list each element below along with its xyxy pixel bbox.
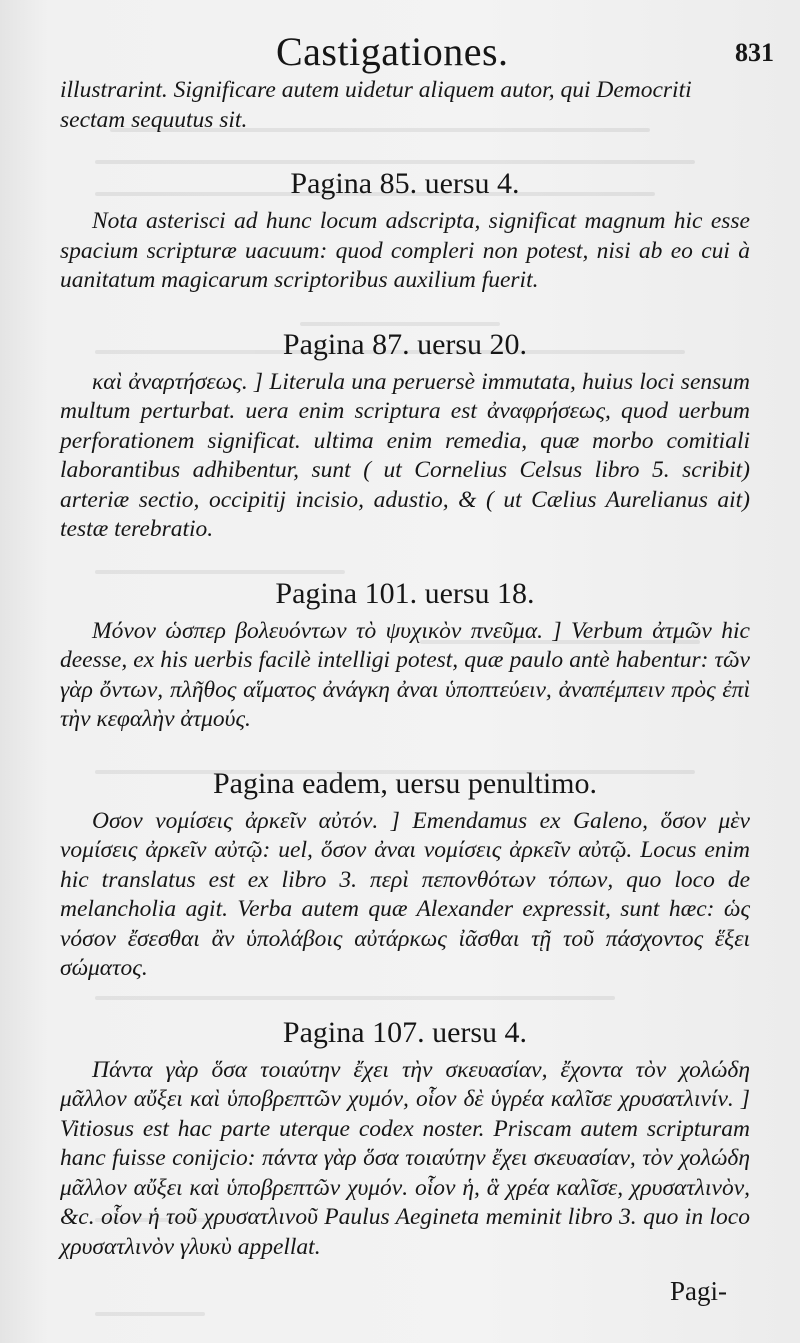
section-body: Μόνον ὡσπερ βολευόντων τὸ ψυχικὸν πνεῦμα. ] Verbum ἀτμῶν hic deesse, ex his uerbis facilè intelligi potest, quæ paulo antè habentur: τῶν γὰρ ὄντων, πλῆθος αἵματος ἀνάγκη ἀναι ὑποπτεύειν, ἀναπέμπειν πρὸς ἐπὶ τὴν κεφαλὴν ἀτμούς. <box>60 617 750 732</box>
running-head <box>0 28 800 78</box>
section-page-eadem <box>60 767 750 984</box>
catchword: Pagi- <box>670 1276 727 1306</box>
intro-paragraph: illustrarint. Significare autem uidetur aliquem autor, qui Democriti sectam sequutus sit. <box>60 77 692 133</box>
section-heading: Pagina 101. uersu 18. <box>275 576 535 610</box>
section-heading: Pagina 85. uersu 4. <box>290 167 520 200</box>
section-body: Πάντα γὰρ ὅσα τοιαύτην ἔχει τὴν σκευασίαν, ἔχοντα τὸν χολώδη μᾶλλον αὔξει καὶ ὑποβρεπτῶν χυμόν, οἷον δὲ ὑγρέα καλῖσε χρυσατλινίν. ] Vitiosus est hac parte uterque codex noster. Priscam autem scripturam hanc fuisse conijcio: πάντα γὰρ ὅσα τοιαύτην ἔχει σκευασίαν, τὸν χολώδη μᾶλλον αὔξει καὶ ὑποβρεπτῶν χυμόν. οἷον ἡ, ἃ χρέα καλῖσε, χρυσατλινὸν, &c. οἷον ἡ τοῦ χρυσατλινοῦ Paulus Aegineta meminit libro 3. quo in loco χρυσατλινὸν γλυκὺ appellat. <box>60 1056 750 1260</box>
section-page-87 <box>60 328 750 545</box>
section-heading: Pagina 107. uersu 4. <box>282 1015 528 1049</box>
section-page-107 <box>60 1016 750 1263</box>
section-body: καὶ ἀναρτήσεως. ] Literula una peruersè immutata, huius loci sensum multum perturbat. uera enim scriptura est ἀναφρήσεως, quod uerbum perforationem significat. ultima enim remedia, quæ morbo comitiali laborantibus adhibentur, sunt ( ut Cornelius Celsus libro 5. scribit) arteriæ sectio, occipitij incisio, adustio, & ( ut Cælius Aurelianus ait) testæ terebratio. <box>60 368 750 542</box>
page-number: 831 <box>735 38 774 67</box>
section-heading: Pagina 87. uersu 20. <box>282 327 528 361</box>
section-heading: Pagina eadem, uersu penultimo. <box>212 766 598 800</box>
section-body: Nota asterisci ad hunc locum adscripta, significat magnum hic esse spacium scripturæ uacuum: quod compleri non potest, nisi ab eo cui à uanitatum magicarum scriptoribus auxilium fuerit. <box>60 208 750 293</box>
section-page-101 <box>60 577 750 735</box>
section-page-85 <box>60 167 750 296</box>
section-body: Οσον νομίσεις ἀρκεῖν αὐτόν. ] Emendamus ex Galeno, ὅσον μὲν νομίσεις ἀρκεῖν αὐτῷ: uel, ὅσον ἀναι νομίσεις ἀρκεῖν αὐτῷ. Locus enim hic translatus est ex libro 3. περὶ πεπονθότων τόπων, quo loco de melancholia agit. Verba autem quæ Alexander expressit, sunt hæc: ὡς νόσον ἔσεσθαι ἂν ὑπολάβοις αὐτάρκως ἰᾶσθαι τῇ τοῦ πάσχοντος ἕξει σώματος. <box>60 807 750 981</box>
body-text <box>60 76 750 1294</box>
running-title: Castigationes. <box>276 29 509 74</box>
